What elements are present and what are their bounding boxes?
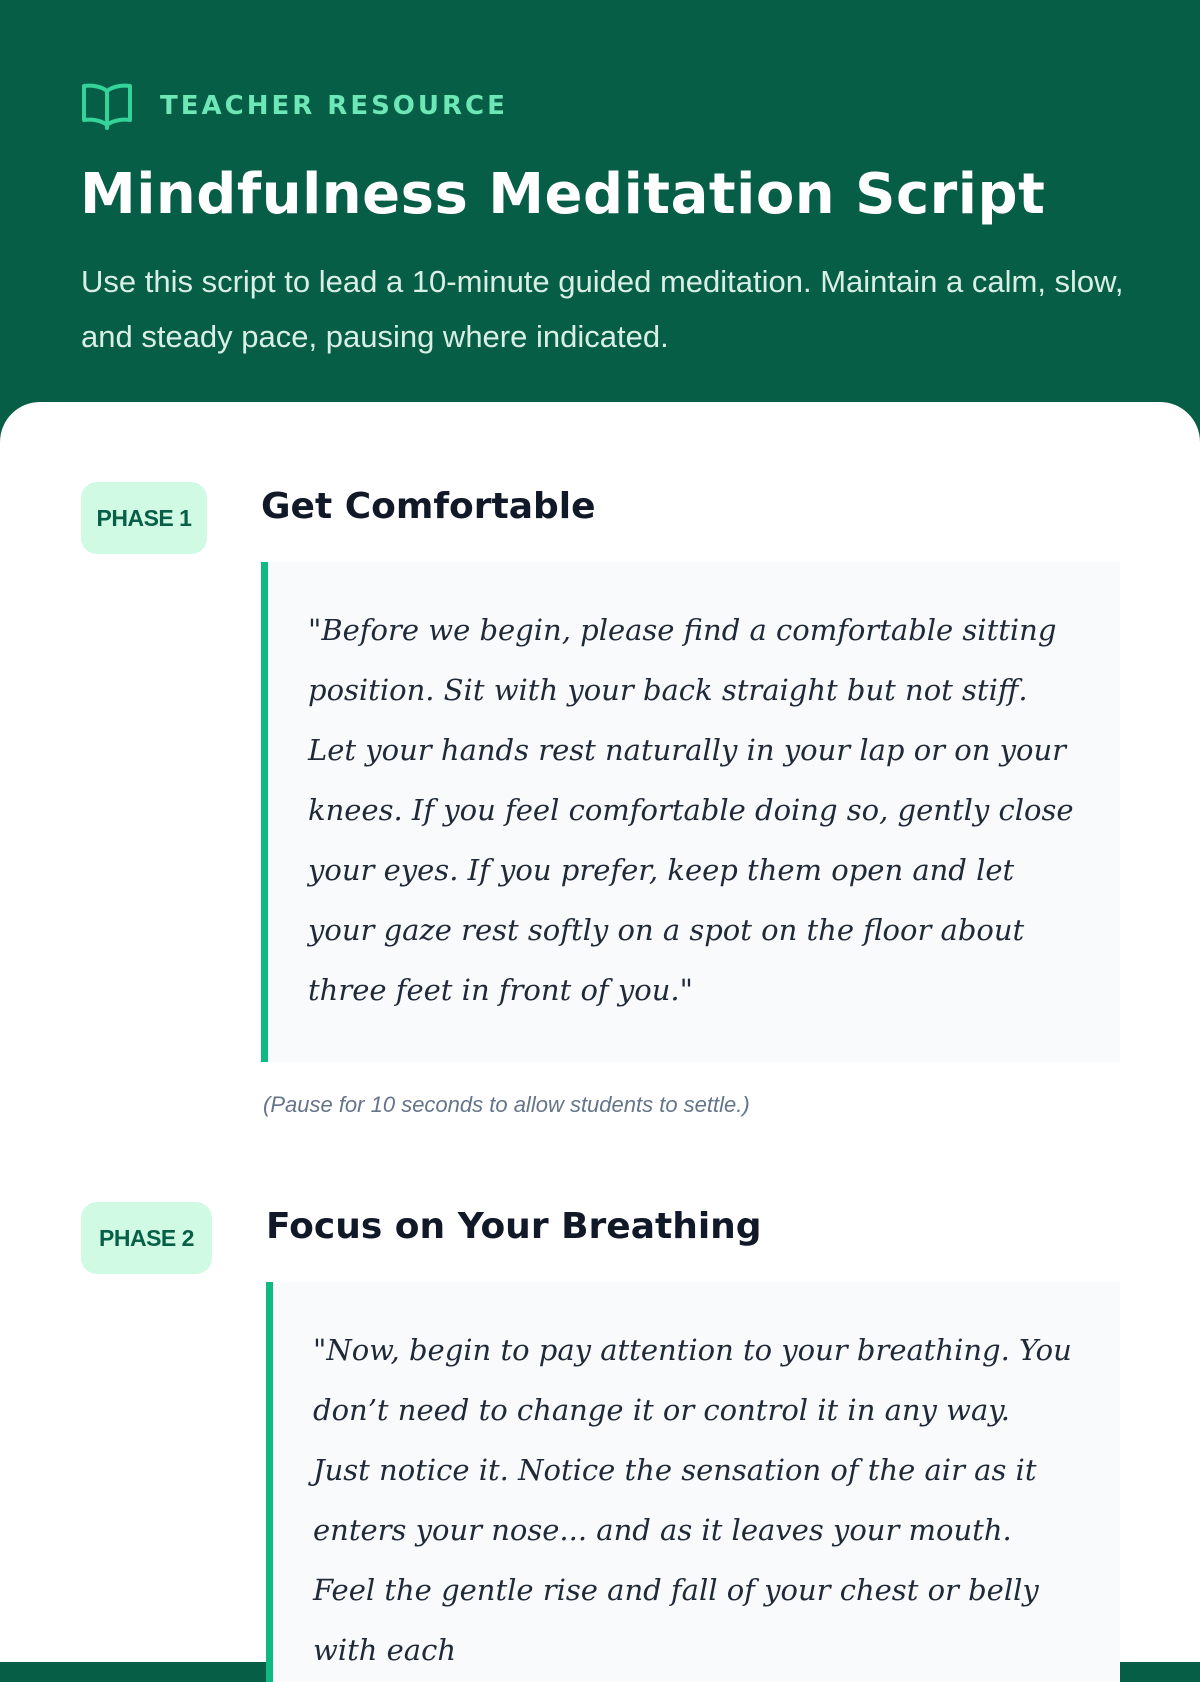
eyebrow [81,82,508,130]
phase-heading: Focus on Your Breathing [266,1206,762,1247]
pause-note: (Pause for 10 seconds to allow students to settle.) [263,1092,750,1117]
script-card [0,402,1200,1667]
open-book-icon [81,82,133,130]
phase-heading: Get Comfortable [261,486,596,527]
script-quote [266,1282,1120,1682]
script-quote [261,562,1120,1062]
page-header [0,0,1200,420]
page-intro: Use this script to lead a 10-minute guided meditation. Maintain a calm, slow, and steady pace, pausing where indicated. [81,264,1124,354]
script-text: "Before we begin, please find a comfortable sitting position. Sit with your back straight but not stiff. Let your hands rest naturally in your lap or on your knees. If you feel comfortable doing so, gently close your eyes. If you prefer, keep them open and let your gaze rest softly on a spot on the floor about three feet in front of you." [308,613,1074,1007]
phase-badge: PHASE 1 [81,482,207,554]
script-text: "Now, begin to pay attention to your breathing. You don’t need to change it or control it in any way. Just notice it. Notice the sensation of the air as it enters your nose... and as it leaves your mouth. Feel the gentle rise and fall of your chest or belly with each [313,1333,1072,1667]
phase-badge: PHASE 2 [81,1202,212,1274]
page-title: Mindfulness Meditation Script [80,162,1046,227]
eyebrow-label: TEACHER RESOURCE [160,91,508,121]
